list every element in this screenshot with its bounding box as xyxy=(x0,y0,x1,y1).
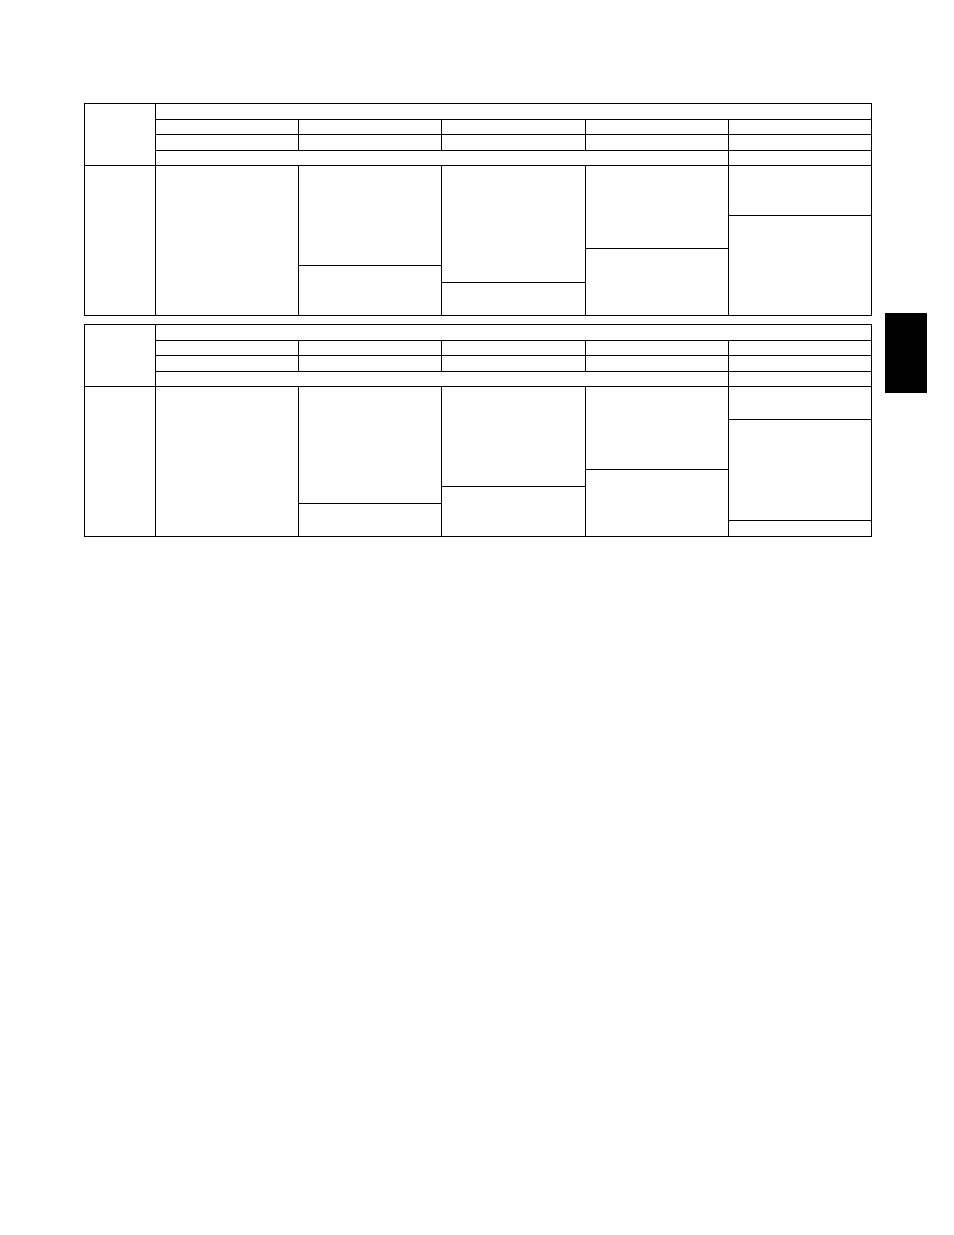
rpm-value xyxy=(728,266,800,283)
rpm-value xyxy=(585,403,657,420)
bhp-value xyxy=(513,520,585,537)
bhp-value xyxy=(800,232,872,249)
rpm-value xyxy=(442,437,514,454)
bhp-value xyxy=(513,249,585,266)
rpm-header xyxy=(585,356,657,372)
bhp-value xyxy=(227,487,299,504)
bhp-value xyxy=(227,282,299,299)
cfm-value xyxy=(85,182,156,199)
rpm-value xyxy=(442,453,514,470)
static-option-label xyxy=(156,150,729,166)
bhp-value xyxy=(370,437,442,454)
rpm-value xyxy=(156,232,228,249)
rpm-value xyxy=(156,387,228,404)
rpm-value xyxy=(728,403,800,420)
rpm-header xyxy=(299,135,371,151)
rpm-value xyxy=(585,487,657,504)
rpm-value xyxy=(442,503,514,520)
rpm-value xyxy=(585,520,657,537)
bhp-value xyxy=(657,282,729,299)
bhp-value xyxy=(370,420,442,437)
rpm-header xyxy=(585,135,657,151)
table-row xyxy=(85,520,872,537)
bhp-value xyxy=(657,453,729,470)
rpm-bhp-row xyxy=(85,356,872,372)
bhp-value xyxy=(800,520,872,537)
table-row xyxy=(85,249,872,266)
bhp-value xyxy=(657,199,729,216)
header-row xyxy=(85,325,872,341)
cfm-value xyxy=(85,403,156,420)
bhp-value xyxy=(227,503,299,520)
table-row xyxy=(85,487,872,504)
rpm-value xyxy=(299,249,371,266)
table-row xyxy=(85,503,872,520)
rpm-value xyxy=(156,420,228,437)
rpm-value xyxy=(299,437,371,454)
rpm-value xyxy=(585,282,657,299)
rpm-value xyxy=(156,216,228,233)
fan-table xyxy=(84,103,872,316)
pressure-value xyxy=(585,340,728,356)
rpm-value xyxy=(585,299,657,316)
bhp-header xyxy=(657,356,729,372)
bhp-value xyxy=(370,403,442,420)
bhp-value xyxy=(370,199,442,216)
rpm-value xyxy=(585,437,657,454)
cfm-value xyxy=(85,453,156,470)
bhp-value xyxy=(800,299,872,316)
bhp-value xyxy=(227,166,299,183)
bhp-value xyxy=(370,249,442,266)
static-option-label xyxy=(156,371,729,387)
bhp-value xyxy=(800,266,872,283)
rpm-value xyxy=(442,387,514,404)
bhp-value xyxy=(513,437,585,454)
rpm-value xyxy=(156,266,228,283)
cfm-value xyxy=(85,470,156,487)
bhp-value xyxy=(370,266,442,283)
rpm-value xyxy=(728,199,800,216)
cfm-value xyxy=(85,232,156,249)
rpm-value xyxy=(299,470,371,487)
rpm-value xyxy=(299,216,371,233)
bhp-value xyxy=(657,503,729,520)
rpm-header xyxy=(728,135,800,151)
rpm-value xyxy=(299,232,371,249)
table-row xyxy=(85,232,872,249)
rpm-header xyxy=(728,356,800,372)
bhp-value xyxy=(800,166,872,183)
rpm-header xyxy=(442,356,514,372)
rpm-value xyxy=(442,403,514,420)
bhp-value xyxy=(370,387,442,404)
rpm-value xyxy=(728,387,800,404)
bhp-value xyxy=(513,420,585,437)
table-row xyxy=(85,282,872,299)
bhp-value xyxy=(800,487,872,504)
rpm-value xyxy=(156,487,228,504)
bhp-value xyxy=(513,232,585,249)
pressure-value xyxy=(728,340,871,356)
bhp-value xyxy=(370,520,442,537)
bhp-value xyxy=(227,520,299,537)
bhp-header xyxy=(370,135,442,151)
cfm-value xyxy=(85,299,156,316)
section-title-vertical xyxy=(86,629,310,649)
rpm-header xyxy=(442,135,514,151)
rpm-value xyxy=(728,232,800,249)
bhp-value xyxy=(657,266,729,283)
rpm-value xyxy=(728,437,800,454)
bhp-value xyxy=(370,503,442,520)
table-row xyxy=(85,420,872,437)
rpm-value xyxy=(156,403,228,420)
table-row xyxy=(85,266,872,283)
bhp-value xyxy=(513,282,585,299)
rpm-header xyxy=(156,356,228,372)
bhp-value xyxy=(657,470,729,487)
bhp-value xyxy=(657,437,729,454)
rpm-value xyxy=(442,266,514,283)
rpm-value xyxy=(585,199,657,216)
option-row xyxy=(85,371,872,387)
bhp-value xyxy=(657,216,729,233)
rpm-value xyxy=(728,487,800,504)
rpm-value xyxy=(585,453,657,470)
bhp-value xyxy=(800,387,872,404)
cfm-value xyxy=(85,216,156,233)
bhp-value xyxy=(513,266,585,283)
cfm-value xyxy=(85,266,156,283)
pressure-value xyxy=(299,119,442,135)
bhp-value xyxy=(227,232,299,249)
bhp-value xyxy=(513,182,585,199)
bhp-value xyxy=(227,387,299,404)
table-row xyxy=(85,470,872,487)
rpm-value xyxy=(442,487,514,504)
cfm-value xyxy=(85,199,156,216)
notes-vertical xyxy=(87,1116,871,1131)
bhp-value xyxy=(513,387,585,404)
pressure-value xyxy=(442,119,585,135)
rpm-value xyxy=(156,520,228,537)
rpm-value xyxy=(299,166,371,183)
bhp-value xyxy=(513,487,585,504)
bhp-value xyxy=(227,437,299,454)
option-row xyxy=(85,150,872,166)
bhp-value xyxy=(800,249,872,266)
rpm-value xyxy=(299,503,371,520)
rpm-header xyxy=(299,356,371,372)
table-row xyxy=(85,216,872,233)
rpm-value xyxy=(442,420,514,437)
side-tab xyxy=(885,313,927,393)
rpm-value xyxy=(299,420,371,437)
bhp-value xyxy=(513,403,585,420)
rpm-value xyxy=(156,249,228,266)
table-row xyxy=(85,199,872,216)
rpm-value xyxy=(728,249,800,266)
bhp-value xyxy=(513,216,585,233)
rpm-value xyxy=(299,520,371,537)
pressure-value xyxy=(442,340,585,356)
rpm-value xyxy=(442,282,514,299)
rpm-value xyxy=(299,487,371,504)
rpm-value xyxy=(442,249,514,266)
pressure-row xyxy=(85,340,872,356)
pressure-row xyxy=(85,119,872,135)
rpm-value xyxy=(299,199,371,216)
bhp-value xyxy=(800,282,872,299)
cfm-value xyxy=(85,437,156,454)
fan-table xyxy=(84,324,872,537)
rpm-value xyxy=(442,520,514,537)
table-row xyxy=(85,387,872,404)
pressure-value xyxy=(156,119,299,135)
bhp-value xyxy=(513,166,585,183)
bhp-value xyxy=(800,437,872,454)
bhp-value xyxy=(227,182,299,199)
rpm-value xyxy=(156,470,228,487)
cfm-value xyxy=(85,387,156,404)
rpm-value xyxy=(585,470,657,487)
bhp-value xyxy=(800,182,872,199)
bhp-value xyxy=(227,216,299,233)
table-row xyxy=(85,166,872,183)
cfm-value xyxy=(85,420,156,437)
cfm-value xyxy=(85,503,156,520)
rpm-bhp-row xyxy=(85,135,872,151)
pressure-value xyxy=(585,119,728,135)
rpm-value xyxy=(728,503,800,520)
bhp-value xyxy=(227,199,299,216)
pressure-header xyxy=(156,104,872,120)
bhp-value xyxy=(657,182,729,199)
bhp-value xyxy=(800,453,872,470)
rpm-value xyxy=(156,437,228,454)
bhp-header xyxy=(513,135,585,151)
rpm-value xyxy=(585,216,657,233)
bhp-value xyxy=(657,403,729,420)
static-option-label xyxy=(728,371,871,387)
rpm-value xyxy=(299,403,371,420)
rpm-value xyxy=(728,282,800,299)
bhp-value xyxy=(227,470,299,487)
table-row xyxy=(85,453,872,470)
bhp-value xyxy=(513,299,585,316)
cfm-value xyxy=(85,520,156,537)
bhp-header xyxy=(800,135,872,151)
rpm-value xyxy=(299,387,371,404)
bhp-value xyxy=(657,232,729,249)
bhp-value xyxy=(227,403,299,420)
cfm-value xyxy=(85,282,156,299)
bhp-value xyxy=(227,266,299,283)
rpm-value xyxy=(156,199,228,216)
rpm-value xyxy=(156,299,228,316)
rpm-value xyxy=(156,282,228,299)
rpm-value xyxy=(442,166,514,183)
table-row xyxy=(85,182,872,199)
bhp-value xyxy=(800,470,872,487)
bhp-value xyxy=(370,453,442,470)
bhp-header xyxy=(800,356,872,372)
rpm-value xyxy=(299,266,371,283)
bhp-value xyxy=(513,453,585,470)
bhp-value xyxy=(657,487,729,504)
bhp-value xyxy=(227,420,299,437)
rpm-value xyxy=(156,503,228,520)
pressure-value xyxy=(728,119,871,135)
rpm-value xyxy=(728,182,800,199)
bhp-value xyxy=(657,387,729,404)
bhp-value xyxy=(370,166,442,183)
rpm-value xyxy=(299,182,371,199)
bhp-value xyxy=(513,199,585,216)
header-row xyxy=(85,104,872,120)
table-row xyxy=(85,437,872,454)
rpm-value xyxy=(728,453,800,470)
bhp-header xyxy=(227,135,299,151)
rpm-value xyxy=(585,387,657,404)
rpm-value xyxy=(585,166,657,183)
pressure-value xyxy=(156,340,299,356)
bhp-value xyxy=(657,249,729,266)
rpm-value xyxy=(728,216,800,233)
bhp-value xyxy=(227,299,299,316)
bhp-value xyxy=(800,403,872,420)
rpm-value xyxy=(442,232,514,249)
rpm-value xyxy=(728,520,800,537)
cfm-value xyxy=(85,166,156,183)
cfm-header xyxy=(85,104,156,166)
rpm-value xyxy=(585,232,657,249)
rpm-header xyxy=(156,135,228,151)
rpm-value xyxy=(585,266,657,283)
bhp-header xyxy=(513,356,585,372)
rpm-value xyxy=(585,420,657,437)
rpm-value xyxy=(442,199,514,216)
pressure-value xyxy=(299,340,442,356)
bhp-value xyxy=(800,216,872,233)
cfm-value xyxy=(85,487,156,504)
rpm-value xyxy=(156,453,228,470)
bhp-value xyxy=(657,420,729,437)
rpm-value xyxy=(156,182,228,199)
bhp-value xyxy=(657,299,729,316)
rpm-value xyxy=(728,166,800,183)
cfm-value xyxy=(85,249,156,266)
table-row xyxy=(85,403,872,420)
rpm-value xyxy=(156,166,228,183)
bhp-value xyxy=(370,470,442,487)
bhp-value xyxy=(370,299,442,316)
rpm-value xyxy=(442,182,514,199)
rpm-value xyxy=(442,216,514,233)
bhp-value xyxy=(370,216,442,233)
rpm-value xyxy=(585,249,657,266)
notes-horizontal xyxy=(87,553,871,568)
bhp-value xyxy=(657,520,729,537)
rpm-value xyxy=(442,299,514,316)
rpm-value xyxy=(728,299,800,316)
bhp-value xyxy=(657,166,729,183)
rpm-value xyxy=(299,282,371,299)
rpm-value xyxy=(728,420,800,437)
rpm-value xyxy=(442,470,514,487)
bhp-value xyxy=(513,470,585,487)
rpm-value xyxy=(728,470,800,487)
bhp-value xyxy=(227,249,299,266)
bhp-value xyxy=(227,453,299,470)
pressure-header xyxy=(156,325,872,341)
rpm-value xyxy=(585,503,657,520)
bhp-value xyxy=(800,199,872,216)
bhp-value xyxy=(800,420,872,437)
rpm-value xyxy=(299,453,371,470)
bhp-value xyxy=(370,182,442,199)
bhp-value xyxy=(513,503,585,520)
bhp-value xyxy=(370,232,442,249)
bhp-value xyxy=(370,282,442,299)
bhp-header xyxy=(657,135,729,151)
table-row xyxy=(85,299,872,316)
cfm-header xyxy=(85,325,156,387)
bhp-header xyxy=(227,356,299,372)
rpm-value xyxy=(299,299,371,316)
bhp-value xyxy=(370,487,442,504)
static-option-label xyxy=(728,150,871,166)
bhp-header xyxy=(370,356,442,372)
section-title-horizontal xyxy=(86,72,310,92)
rpm-value xyxy=(585,182,657,199)
bhp-value xyxy=(800,503,872,520)
